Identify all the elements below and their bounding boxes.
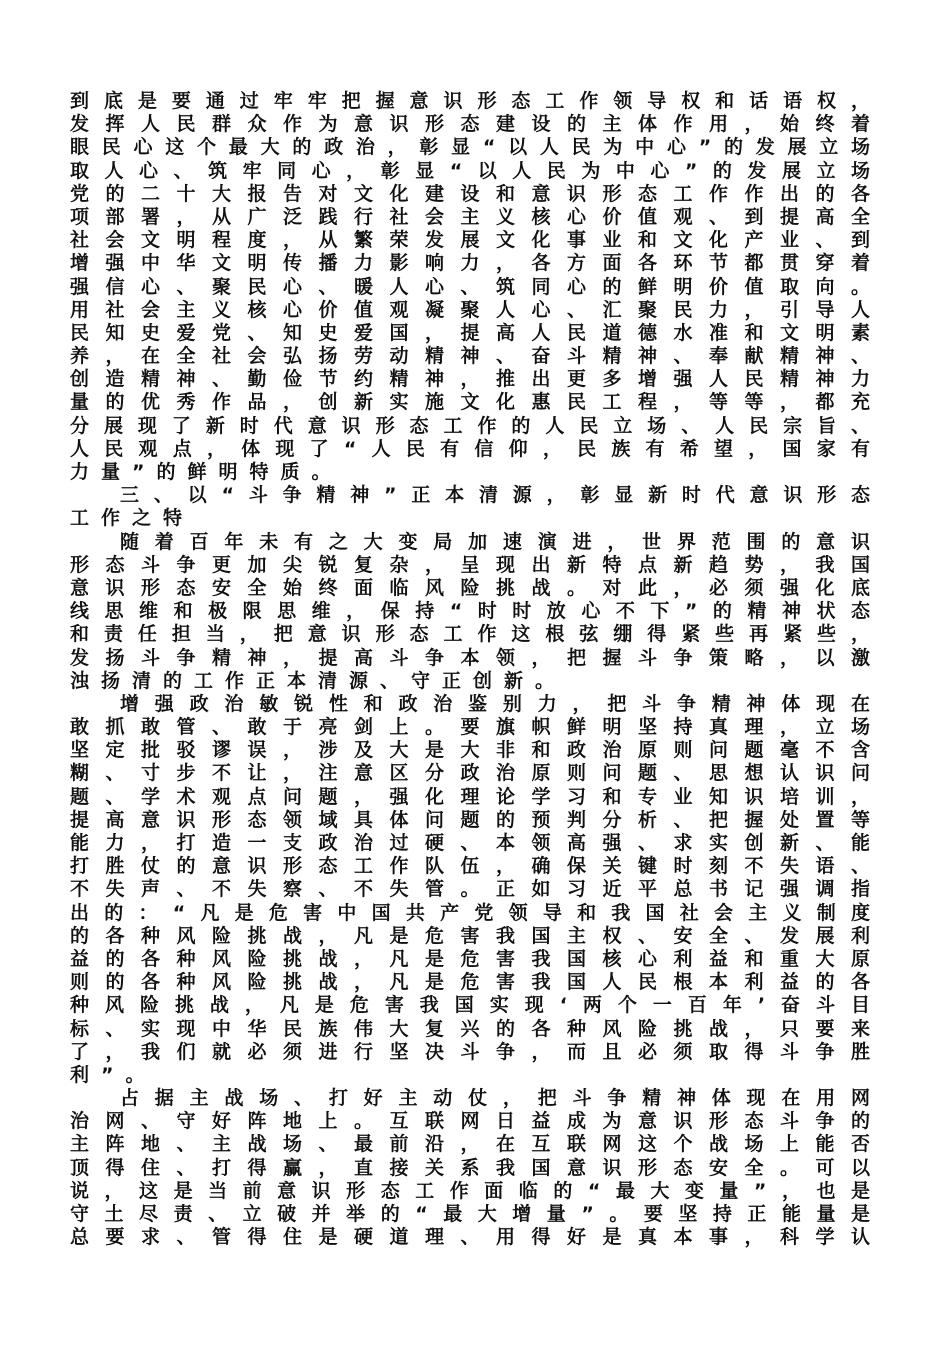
text-line: 敢抓敢管、敢于亮剑上。要旗帜鲜明坚持真理，立场 xyxy=(70,716,870,739)
text-line: 和责任担当，把意识形态工作这根弦绷得紧些再紧些， xyxy=(70,623,870,646)
text-line: 力量”的鲜明特质。 xyxy=(70,461,343,483)
text-line: 主阵地、主战场、最前沿，在互联网这个战场上能否 xyxy=(70,1133,870,1156)
text-line: 增强中华文明传播力影响力，各方面各环节都贯穿着 xyxy=(70,252,870,275)
text-line: 强信心、聚民心、暖人心、筑同心的鲜明价值取向。 xyxy=(70,275,870,298)
text-line: 分展现了新时代意识形态工作的人民立场、人民宗旨、 xyxy=(70,414,870,437)
text-line: 发挥人民群众作为意识形态建设的主体作用，始终着 xyxy=(70,113,870,136)
text-line: 创造精神、勤俭节约精神，推出更多增强人民精神力 xyxy=(70,368,870,391)
text-line: 发扬斗争精神，提高斗争本领，把握斗争策略，以激 xyxy=(70,646,870,669)
text-line: 意识形态安全始终面临风险挑战。对此，必须强化底 xyxy=(70,576,870,599)
text-line: 随着百年未有之大变局加速演进，世界范围的意识 xyxy=(120,530,870,553)
text-line: 益的各种风险挑战，凡是危害我国核心利益和重大原 xyxy=(70,947,870,970)
text-line: 守土尽责、立破并举的“最大增量”。要坚持正能量是 xyxy=(70,1203,870,1225)
text-line: 到底是要通过牢牢把握意识形态工作领导权和话语权， xyxy=(70,90,870,112)
text-line: 标、实现中华民族伟大复兴的各种风险挑战，只要来 xyxy=(70,1017,870,1040)
text-line: 工作之特 xyxy=(70,507,195,530)
text-line: 打胜仗的意识形态工作队伍，确保关键时刻不失语、 xyxy=(70,855,870,878)
text-line: 题、学术观点问题，强化理论学习和专业知识培训， xyxy=(70,785,870,808)
text-line: 三、以“斗争精神”正本清源，彰显新时代意识形态 xyxy=(120,484,870,507)
text-line: 人民观点，体现了“人民有信仰，民族有希望，国家有 xyxy=(70,437,870,460)
text-line: 顶得住、打得赢，直接关系我国意识形态安全。可以 xyxy=(70,1156,870,1179)
text-line: 形态斗争更加尖锐复杂，呈现出新特点新趋势，我国 xyxy=(70,553,870,576)
text-line: 不失声、不失察、不失管。正如习近平总书记强调指 xyxy=(70,878,870,901)
text-line: 项部署，从广泛践行社会主义核心价值观、到提高全 xyxy=(70,205,870,228)
text-line: 能力，打造一支政治过硬、本领高强、求实创新、能 xyxy=(70,832,870,854)
text-line: 种风险挑战，凡是危害我国实现‘两个一百年’奋斗目 xyxy=(70,994,870,1017)
text-line: 占据主战场、打好主动仗，把斗争精神体现在用网 xyxy=(120,1087,870,1110)
text-line: 民知史爱党、知史爱国，提高人民道德水准和文明素 xyxy=(70,321,870,344)
text-line: 说，这是当前意识形态工作面临的“最大变量”，也是 xyxy=(70,1179,870,1202)
text-line: 出的：“凡是危害中国共产党领导和我国社会主义制度 xyxy=(70,901,870,924)
text-line: 坚定批驳谬误，涉及大是大非和政治原则问题毫不含 xyxy=(70,739,870,762)
text-line: 社会文明程度，从繁荣发展文化事业和文化产业、到 xyxy=(70,229,870,252)
text-line: 总要求、管得住是硬道理、用得好是真本事，科学认 xyxy=(70,1226,870,1249)
text-line: 取人心、筑牢同心，彰显“以人民为中心”的发展立场 xyxy=(70,159,870,182)
text-line: 眼民心这个最大的政治，彰显“以人民为中心”的发展立场 xyxy=(70,136,870,159)
text-line: 利”。 xyxy=(70,1063,157,1086)
document-body xyxy=(70,90,870,1249)
text-line: 的各种风险挑战，凡是危害我国主权、安全、发展利 xyxy=(70,924,870,947)
text-line: 提高意识形态领域具体问题的预判分析、把握处置等 xyxy=(70,808,870,831)
text-line: 增强政治敏锐性和政治鉴别力，把斗争精神体现在 xyxy=(120,692,870,715)
text-line: 则的各种风险挑战，凡是危害我国人民根本利益的各 xyxy=(70,971,870,994)
text-line: 浊扬清的工作正本清源、守正创新。 xyxy=(70,669,567,692)
text-line: 治网、守好阵地上。互联网日益成为意识形态斗争的 xyxy=(70,1110,870,1133)
text-line: 用社会主义核心价值观凝聚人心、汇聚民力，引导人 xyxy=(70,298,870,321)
text-line: 养，在全社会弘扬劳动精神、奋斗精神、奉献精神、 xyxy=(70,345,870,368)
text-line: 党的二十大报告对文化建设和意识形态工作作出的各 xyxy=(70,182,870,205)
text-line: 糊、寸步不让，注意区分政治原则问题、思想认识问 xyxy=(70,762,870,785)
text-line: 量的优秀作品，创新实施文化惠民工程，等等，都充 xyxy=(70,391,870,414)
text-line: 线思维和极限思维，保持“时时放心不下”的精神状态 xyxy=(70,600,870,623)
text-line: 了，我们就必须进行坚决斗争，而且必须取得斗争胜 xyxy=(70,1040,870,1063)
